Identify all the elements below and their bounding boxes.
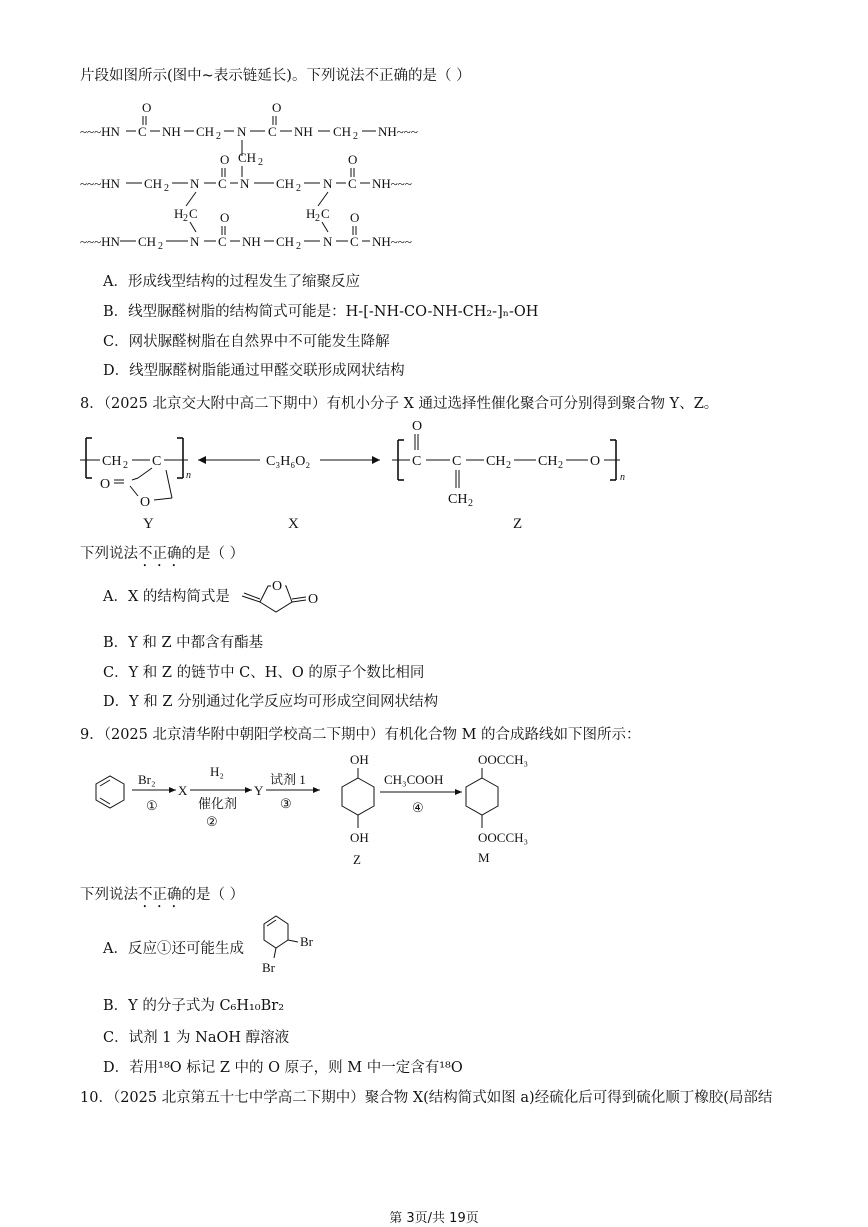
svg-text:C: C: [452, 454, 462, 469]
svg-text:CH: CH: [196, 124, 215, 139]
svg-text:CH: CH: [276, 234, 295, 249]
q8-option-c: C．Y 和 Z 的链节中 C、H、O 的原子个数比相同: [103, 665, 425, 681]
svg-text:NH: NH: [162, 124, 181, 139]
svg-text:CH: CH: [238, 150, 257, 165]
q9-option-a: A．反应①还可能生成: [103, 941, 244, 957]
svg-text:N: N: [323, 176, 333, 191]
svg-text:Br₂: Br₂: [138, 772, 156, 787]
svg-text:M: M: [478, 850, 490, 865]
svg-text:④: ④: [412, 800, 424, 815]
svg-text:~~~HN: ~~~HN: [80, 176, 120, 191]
svg-text:2: 2: [315, 213, 320, 224]
svg-text:O: O: [220, 210, 230, 225]
svg-text:CH: CH: [486, 454, 506, 469]
svg-text:CH: CH: [448, 492, 468, 507]
svg-text:O: O: [142, 100, 152, 115]
svg-text:NH~~~: NH~~~: [372, 234, 412, 249]
svg-text:OOCCH₃: OOCCH₃: [478, 752, 529, 767]
q7-option-c: C．网状脲醛树脂在自然界中不可能发生降解: [103, 334, 390, 350]
svg-text:③: ③: [280, 796, 292, 811]
svg-text:O: O: [140, 495, 151, 510]
page-footer: 第 3页/共 19页: [389, 1211, 479, 1226]
label-y: Y: [143, 516, 154, 532]
q8-header: 8．（2025 北京交大附中高二下期中）有机小分子 X 通过选择性催化聚合可分别得到聚合物 Y、Z。: [80, 396, 719, 412]
svg-text:n: n: [186, 470, 191, 481]
q7-intro: 片段如图所示(图中~表示链延长)。下列说法不正确的是（ ）: [80, 68, 471, 84]
svg-text:H: H: [174, 206, 184, 221]
q8-question: 下列说法不正确的是（ ）: [80, 546, 245, 562]
svg-text:C: C: [189, 206, 198, 221]
svg-text:Br: Br: [300, 934, 313, 949]
svg-text:Z: Z: [353, 852, 361, 867]
q9-option-d: D．若用¹⁸O 标记 Z 中的 O 原子，则 M 中一定含有¹⁸O: [103, 1060, 463, 1076]
svg-text:CH: CH: [276, 176, 295, 191]
svg-text:2: 2: [216, 131, 221, 142]
q9-option-c: C．试剂 1 为 NaOH 醇溶液: [103, 1030, 290, 1046]
svg-text:2: 2: [506, 460, 511, 471]
svg-text:NH~~~: NH~~~: [372, 176, 412, 191]
svg-text:C: C: [348, 176, 357, 191]
svg-text:2: 2: [258, 157, 263, 168]
svg-text:2: 2: [183, 213, 188, 224]
svg-text:O: O: [100, 477, 111, 492]
svg-text:②: ②: [206, 814, 218, 829]
svg-text:①: ①: [146, 798, 158, 813]
q9-option-b: B．Y 的分子式为 C₆H₁₀Br₂: [103, 998, 285, 1014]
svg-text:N: N: [323, 234, 333, 249]
svg-text:2: 2: [123, 460, 128, 471]
label-x: X: [288, 516, 299, 532]
svg-text:~~~HN: ~~~HN: [80, 234, 120, 249]
svg-text:H: H: [306, 206, 316, 221]
svg-text:2: 2: [558, 460, 563, 471]
svg-text:OH: OH: [350, 752, 369, 767]
svg-text:CH: CH: [144, 176, 163, 191]
svg-text:O: O: [308, 592, 319, 607]
svg-text:C: C: [412, 454, 422, 469]
svg-text:n: n: [620, 472, 625, 483]
svg-text:O: O: [220, 152, 230, 167]
x-formula: C₃H₆O₂: [266, 454, 311, 469]
label-z: Z: [513, 516, 523, 532]
svg-text:N: N: [237, 124, 247, 139]
svg-text:N: N: [190, 234, 200, 249]
q8-option-d: D．Y 和 Z 分别通过化学反应均可形成空间网状结构: [103, 694, 439, 710]
svg-text:NH~~~: NH~~~: [378, 124, 418, 139]
svg-text:C: C: [268, 124, 277, 139]
svg-text:C: C: [152, 454, 162, 469]
svg-text:C: C: [218, 234, 227, 249]
svg-text:CH: CH: [538, 454, 558, 469]
svg-text:C: C: [218, 176, 227, 191]
svg-text:CH: CH: [102, 454, 122, 469]
q7-option-a: A．形成线型结构的过程发生了缩聚反应: [103, 274, 360, 290]
svg-text:2: 2: [164, 183, 169, 194]
svg-text:2: 2: [158, 241, 163, 252]
svg-text:N: N: [240, 176, 250, 191]
svg-text:Br: Br: [262, 960, 275, 975]
svg-text:O: O: [272, 579, 283, 594]
svg-text:O: O: [350, 210, 360, 225]
q8-scheme: [80, 420, 640, 540]
svg-text:NH: NH: [294, 124, 313, 139]
svg-text:催化剂: 催化剂: [198, 796, 238, 811]
svg-text:2: 2: [468, 498, 473, 509]
q9-header: 9．（2025 北京清华附中朝阳学校高二下期中）有机化合物 M 的合成路线如下图所示：: [80, 727, 641, 743]
svg-text:Y: Y: [254, 783, 264, 798]
svg-text:试剂 1: 试剂 1: [270, 772, 306, 787]
q8-option-a-structure: [230, 572, 340, 622]
svg-text:O: O: [272, 100, 282, 115]
svg-text:O: O: [590, 454, 601, 469]
urea-formaldehyde-structure: [80, 100, 440, 250]
svg-text:NH: NH: [242, 234, 261, 249]
q8-option-b: B．Y 和 Z 中都含有酯基: [103, 635, 264, 651]
svg-text:C: C: [138, 124, 147, 139]
svg-text:2: 2: [296, 183, 301, 194]
q7-option-b: B．线型脲醛树脂的结构简式可能是：H-[-NH-CO-NH-CH₂-]ₙ-OH: [103, 304, 539, 320]
svg-text:2: 2: [296, 241, 301, 252]
svg-text:C: C: [321, 206, 330, 221]
svg-text:H₂: H₂: [210, 764, 224, 779]
q7-option-d: D．线型脲醛树脂能通过甲醛交联形成网状结构: [103, 363, 405, 379]
svg-text:X: X: [178, 783, 188, 798]
svg-text:N: N: [190, 176, 200, 191]
q10-header: 10．（2025 北京第五十七中学高二下期中）聚合物 X(结构简式如图 a)经硫化后可得到硫化顺丁橡胶(局部结: [80, 1090, 773, 1106]
svg-text:C: C: [350, 234, 359, 249]
q9-synthesis-route: [80, 752, 580, 872]
svg-text:OOCCH₃: OOCCH₃: [478, 830, 529, 845]
svg-text:CH₃COOH: CH₃COOH: [384, 772, 444, 787]
svg-text:CH: CH: [138, 234, 157, 249]
q9-question: 下列说法不正确的是（ ）: [80, 887, 245, 903]
svg-text:OH: OH: [350, 830, 369, 845]
svg-text:CH: CH: [333, 124, 352, 139]
q8-option-a: A．X 的结构简式是: [103, 589, 230, 605]
svg-text:2: 2: [353, 131, 358, 142]
q9-option-a-structure: [252, 908, 352, 978]
row1-start: ~~~HN: [80, 124, 120, 139]
svg-text:O: O: [348, 152, 358, 167]
svg-text:O: O: [412, 419, 423, 434]
